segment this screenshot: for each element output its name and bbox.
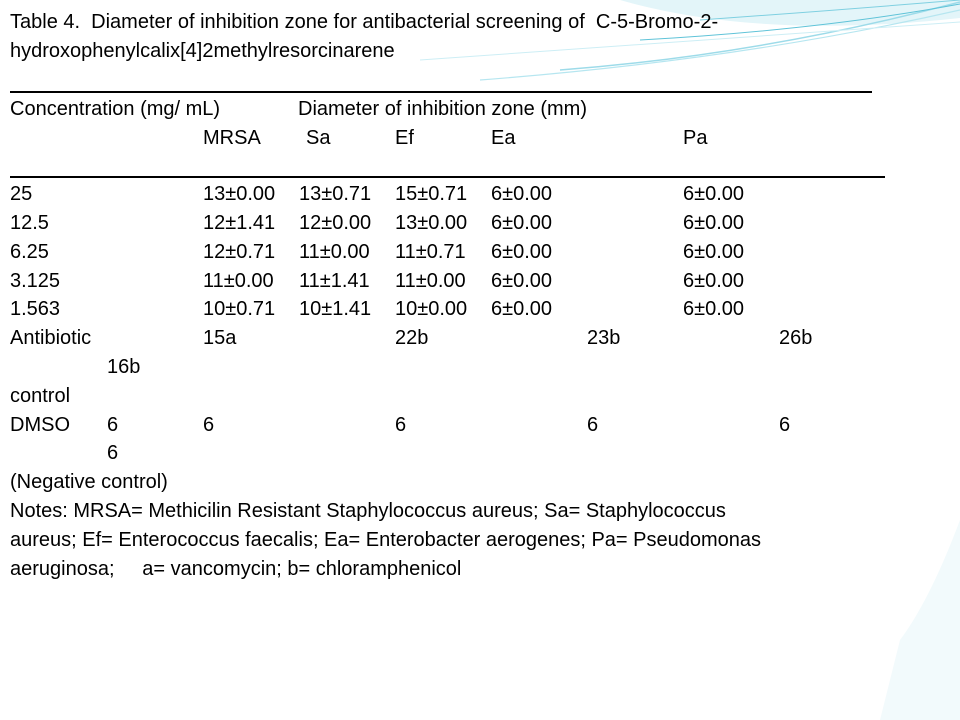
cell-dmso-2: 6 [203,414,215,436]
swoosh-fill-corner [880,520,960,720]
cell-mrsa: 12±1.41 [203,212,276,234]
cell-sa: 11±1.41 [299,270,370,292]
cell-ef: 13±0.00 [395,212,468,234]
row-concentration: 12.5 [10,212,49,234]
cell-sa: 12±0.00 [299,212,372,234]
row-concentration: 1.563 [10,298,61,320]
table-title-line-1: Table 4. Diameter of inhibition zone for antibacterial screening of C-5-Bromo-2- [10,11,719,33]
cell-ea: 6±0.00 [491,298,553,320]
cell-pa: 6±0.00 [683,183,745,205]
header-rule [10,176,885,178]
table-title-line-2: hydroxophenylcalix[4]2methylresorcinarene [10,40,395,62]
column-header-pa: Pa [683,127,708,149]
notes-line-1: Notes: MRSA= Methicilin Resistant Staphylococcus aureus; Sa= Staphylococcus [10,500,726,522]
cell-dmso-1: 6 [107,414,119,436]
notes-line-2: aureus; Ef= Enterococcus faecalis; Ea= Enterobacter aerogenes; Pa= Pseudomonas [10,529,762,551]
row-label-negative-control: (Negative control) [10,471,168,493]
cell-antibiotic-2: 22b [395,327,429,349]
cell-pa: 6±0.00 [683,241,745,263]
header-diameter: Diameter of inhibition zone (mm) [298,98,587,120]
cell-mrsa: 11±0.00 [203,270,274,292]
cell-antibiotic-1: 15a [203,327,237,349]
cell-ef: 10±0.00 [395,298,468,320]
cell-dmso-wrap: 6 [107,442,119,464]
cell-dmso-5: 6 [779,414,791,436]
header-concentration: Concentration (mg/ mL) [10,98,221,120]
cell-sa: 13±0.71 [299,183,372,205]
cell-pa: 6±0.00 [683,298,745,320]
cell-ea: 6±0.00 [491,241,553,263]
row-label-control: control [10,385,71,407]
cell-ef: 11±0.00 [395,270,466,292]
cell-ea: 6±0.00 [491,183,553,205]
row-concentration: 25 [10,183,33,205]
cell-dmso-3: 6 [395,414,407,436]
row-concentration: 3.125 [10,270,61,292]
cell-ea: 6±0.00 [491,212,553,234]
cell-pa: 6±0.00 [683,212,745,234]
row-concentration: 6.25 [10,241,49,263]
row-label-antibiotic: Antibiotic [10,327,92,349]
column-header-ef: Ef [395,127,414,149]
cell-antibiotic-4: 26b [779,327,813,349]
cell-mrsa: 13±0.00 [203,183,276,205]
column-header-sa: Sa [306,127,331,149]
cell-antibiotic-3: 23b [587,327,621,349]
column-header-mrsa: MRSA [203,127,261,149]
cell-ea: 6±0.00 [491,270,553,292]
notes-line-3: aeruginosa; a= vancomycin; b= chloramphenicol [10,558,462,580]
cell-ef: 15±0.71 [395,183,468,205]
cell-mrsa: 10±0.71 [203,298,276,320]
top-rule [10,91,872,93]
cell-antibiotic-wrap: 16b [107,356,141,378]
row-label-dmso: DMSO [10,414,70,436]
cell-ef: 11±0.71 [395,241,466,263]
cell-mrsa: 12±0.71 [203,241,276,263]
cell-pa: 6±0.00 [683,270,745,292]
cell-sa: 11±0.00 [299,241,370,263]
column-header-ea: Ea [491,127,516,149]
cell-sa: 10±1.41 [299,298,372,320]
cell-dmso-4: 6 [587,414,599,436]
